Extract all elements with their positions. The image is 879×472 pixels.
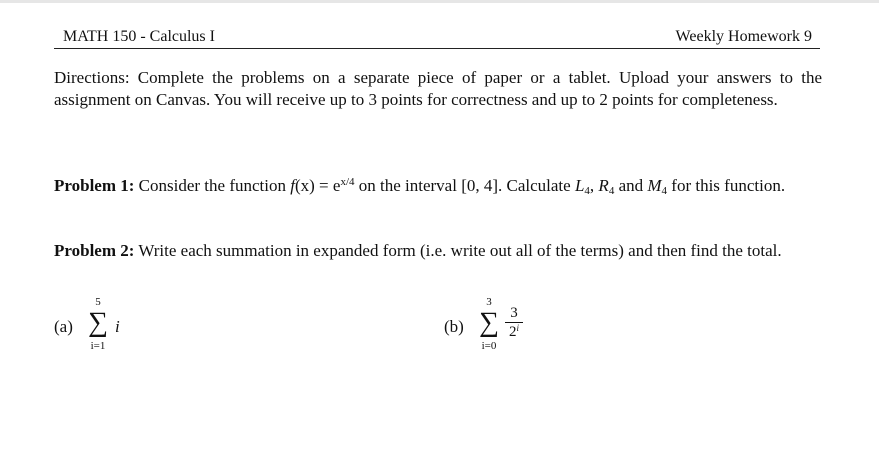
left-sum-symbol: L xyxy=(574,176,585,195)
problem-1-function xyxy=(290,176,354,195)
part-a-label: (a) xyxy=(54,317,73,336)
denominator-base: 2 xyxy=(508,324,517,340)
sigma-b-upper-limit: 3 xyxy=(486,296,492,308)
fraction-numerator: 3 xyxy=(510,305,518,321)
function-exponent: x/4 xyxy=(340,176,355,188)
midpoint-sum-index: 4 xyxy=(661,185,668,197)
sigma-a-term: i xyxy=(115,317,120,336)
problem-1-text-c: for this function. xyxy=(671,176,786,195)
sigma-a-upper-limit: 5 xyxy=(95,296,101,308)
function-body: (x) = e xyxy=(294,176,341,195)
sigma-b-fraction xyxy=(504,304,524,341)
course-title: MATH 150 - Calculus I xyxy=(63,28,215,45)
problem-2-label: Problem 2: xyxy=(54,241,135,260)
midpoint-sum-symbol: M xyxy=(647,176,662,195)
right-sum-index: 4 xyxy=(608,185,615,197)
problem-1-label: Problem 1: xyxy=(54,176,135,195)
function-name: f xyxy=(290,176,295,195)
problem-1-text-a: Consider the function xyxy=(138,176,286,195)
riemann-sums xyxy=(575,176,667,195)
right-sum-symbol: R xyxy=(598,176,609,195)
directions-paragraph: Directions: Complete the problems on a separate piece of paper or a tablet. Upload your answers to the assignment on Canvas. You will receive up to 3 points for correctness and up to 2 points for completeness. xyxy=(54,68,822,109)
sigma-a-lower-limit: i=1 xyxy=(90,340,106,352)
sigma-b-lower-limit: i=0 xyxy=(481,340,497,352)
header-rule xyxy=(54,48,820,49)
assignment-title: Weekly Homework 9 xyxy=(675,28,812,45)
sigma-b-symbol: ∑ xyxy=(479,307,499,338)
problem-1-text-b: on the interval [0, 4]. Calculate xyxy=(358,176,571,195)
sum-conjunction: and xyxy=(618,176,644,195)
problem-2 xyxy=(54,240,822,262)
sigma-a-symbol: ∑ xyxy=(88,307,108,338)
problem-2-text: Write each summation in expanded form (i.e. write out all of the terms) and then find the total. xyxy=(138,241,782,260)
sum-separator: , xyxy=(589,176,595,195)
denominator-exponent: i xyxy=(516,323,519,333)
page-header xyxy=(54,27,820,47)
left-sum-index: 4 xyxy=(584,185,590,197)
top-border xyxy=(0,0,879,3)
part-b-label: (b) xyxy=(444,317,464,336)
fraction-denominator xyxy=(504,323,524,341)
problem-1 xyxy=(54,175,822,197)
